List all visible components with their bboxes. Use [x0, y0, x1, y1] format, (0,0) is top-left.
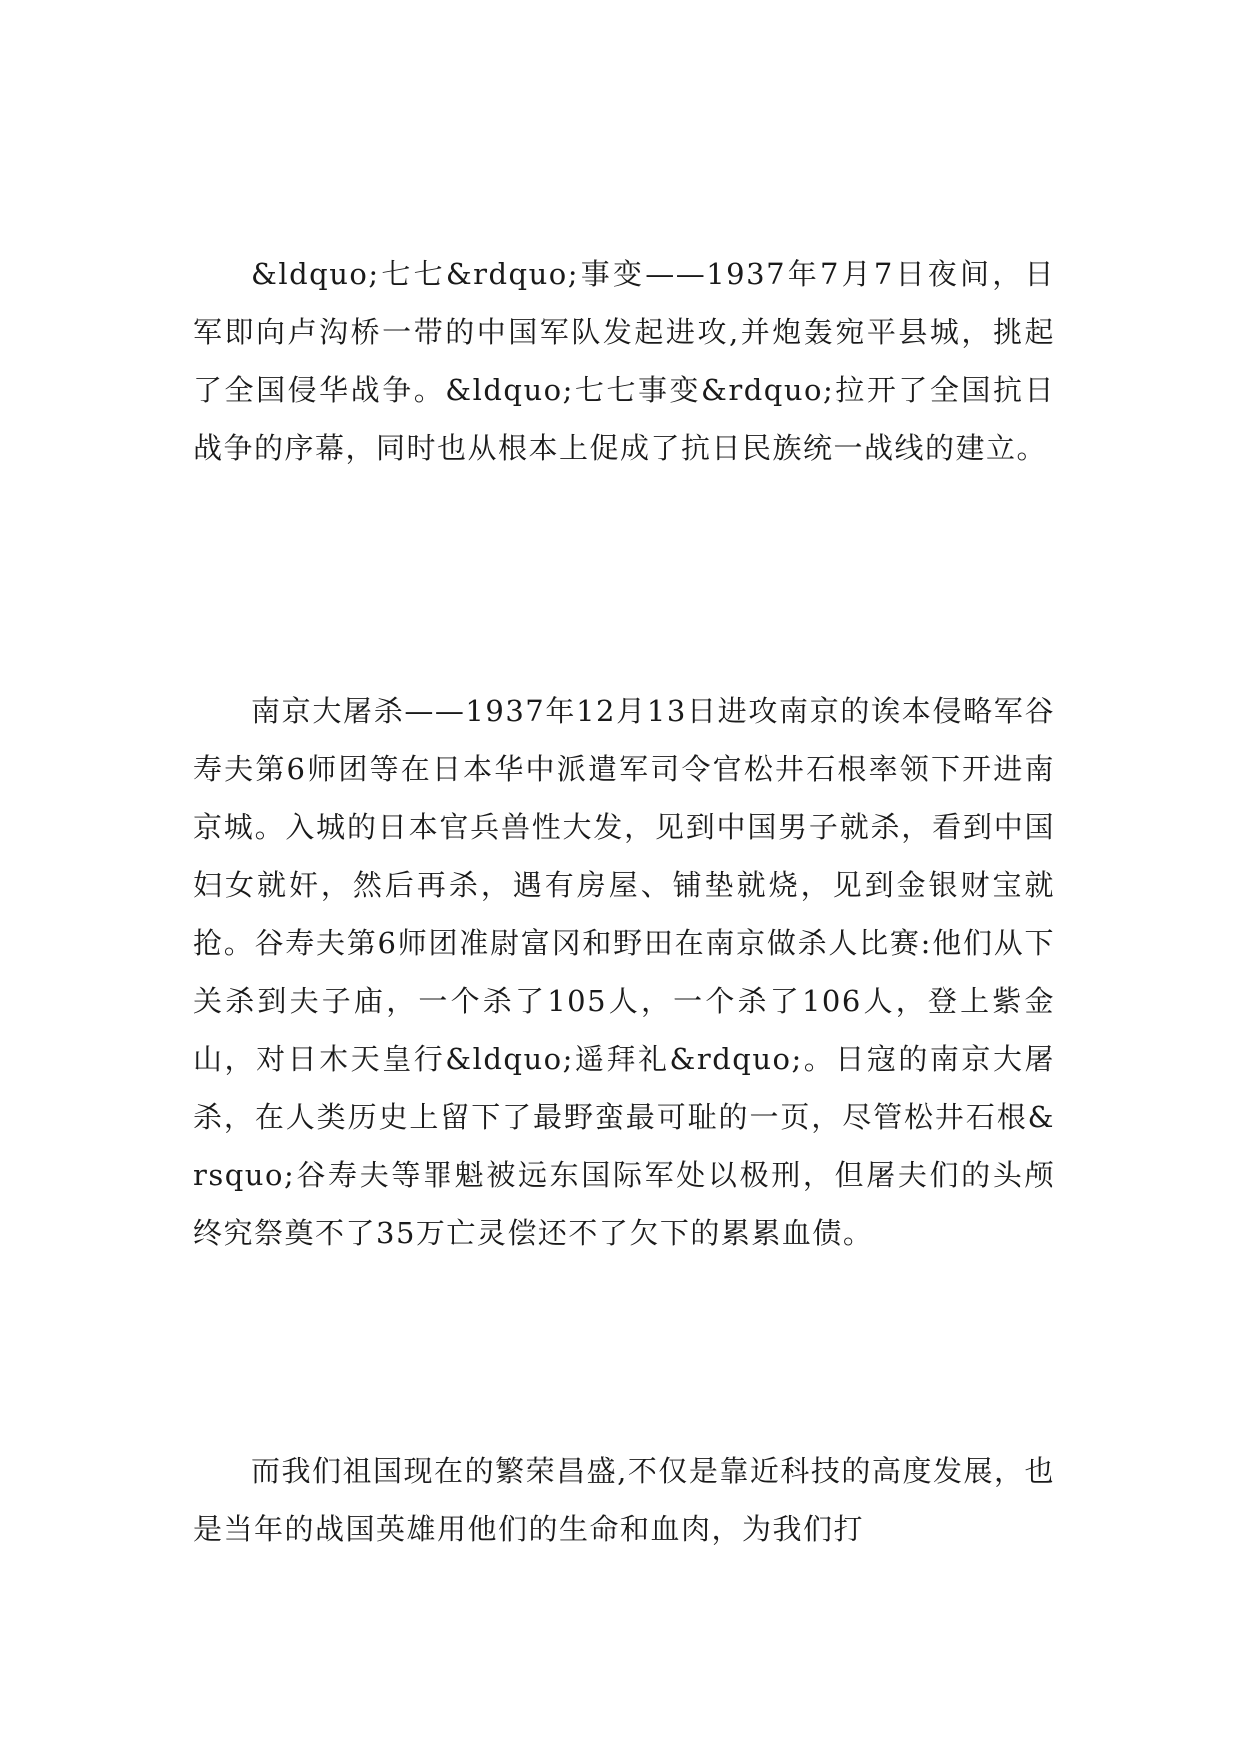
paragraph-july-7-incident: &ldquo;七七&rdquo;事变——1937年7月7日夜间，日军即向卢沟桥一带的中国军队发起进攻,并炮轰宛平县城，挑起了全国侵华战争。&ldquo;七七事变&rdquo;拉开了全国抗日战争的序幕，同时也从根本上促成了抗日民族统一战线的建立。	[193, 257, 1055, 465]
paragraph-nanjing-massacre: 南京大屠杀——1937年12月13日进攻南京的诶本侵略军谷寿夫第6师团等在日本华中派遣军司令官松井石根率领下开进南京城。入城的日本官兵兽性大发，见到中国男子就杀，看到中国妇女就奸，然后再杀，遇有房屋、铺垫就烧，见到金银财宝就抢。谷寿夫第6师团准尉富冈和野田在南京做杀人比赛:他们从下关杀到夫子庙，一个杀了105人，一个杀了106人，登上紫金山，对日木天皇行&ldquo;遥拜礼&rdquo;。日寇的南京大屠杀，在人类历史上留下了最野蛮最可耻的一页，尽管松井石根&rsquo;谷寿夫等罪魁被远东国际军处以极刑，但屠夫们的头颅终究祭奠不了35万亡灵偿还不了欠下的累累血债。	[193, 694, 1055, 1250]
paragraph-motherland-prosperity: 而我们祖国现在的繁荣昌盛,不仅是靠近科技的高度发展，也是当年的战国英雄用他们的生命和血肉，为我们打	[193, 1454, 1055, 1546]
